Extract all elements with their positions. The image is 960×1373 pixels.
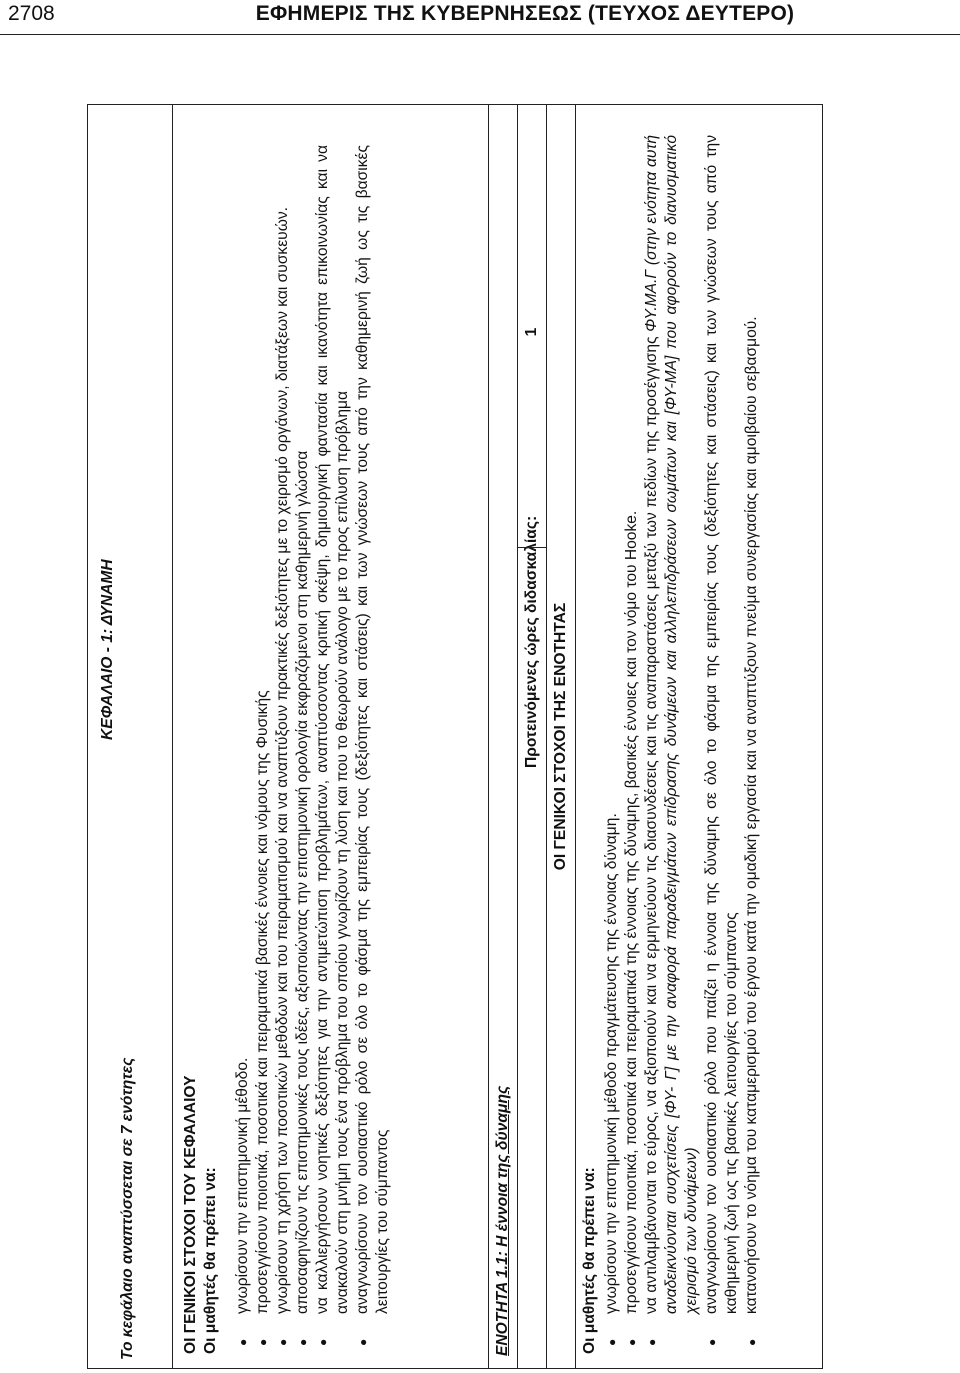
list-item (642, 135, 702, 1354)
list-item: ● αναγνωρίσουν τον ουσιαστικό ρόλο που παίζει η έννοια της δύναμης σε όλο το φάσμα της εμπειρίας τους (δεξιότητες και στάσεις) και των γνώσεων τους από την καθημερινή ζωή ως τις βασικές λειτουργίες του σύμπαντος (702, 135, 742, 1354)
list-item: ● προσεγγίσουν ποιοτικά, ποσοτικά και πειραματικά της έννοιας της δύναμης, βασικές έννοιες και τον νόμο του Hooke. (622, 135, 642, 1354)
chapter-goals-heading: ΟΙ ΓΕΝΙΚΟΙ ΣΤΟΧΟΙ ΤΟΥ ΚΕΦΑΛΑΙΟΥ (182, 1075, 199, 1354)
list-item-text: να αντιλαμβάνονται το εύρος, να αξιοποιούν και να ερμηνεύουν τις διασυνδέσεις και τις αναπαραστάσεις μεταξύ των πεδίων της προσέγγισης (643, 336, 660, 1314)
unit-goals-heading: ΟΙ ΓΕΝΙΚΟΙ ΣΤΟΧΟΙ ΤΗΣ ΕΝΟΤΗΤΑΣ (547, 105, 576, 1368)
page-number: 2708 (8, 2, 55, 25)
unit-goals-section (576, 105, 766, 1368)
chapter-intro-text: Το κεφάλαιο αναπτύσσεται σε 7 ενότητες (119, 1057, 136, 1360)
chapter-goals-intro: Οι μαθητές θα πρέπει να: (202, 1167, 219, 1354)
list-item: ● γνωρίσουν την επιστημονική μέθοδο. (233, 145, 253, 1354)
unit-goals-list (602, 135, 762, 1354)
hours-value: 1 (518, 117, 546, 548)
list-item: ● γνωρίσουν τη χρήση των ποσοτικών μεθόδων και του πειραματισμού και να αναπτύξουν πρακτικές δεξιότητες με το χειρισμό οργάνων, διατάξεων και συσκευών. (273, 145, 293, 1354)
chapter-title: ΚΕΦΑΛΑΙΟ - 1: ΔΥΝΑΜΗ (99, 559, 116, 740)
list-item: ● αποσαφηνίζουν τις επιστημονικές τους ιδέες, αξιοποιώντας την επιστημονική ορολογία εκφραζόμενοι στη καθημερινή γλώσσα (293, 145, 313, 1354)
hours-label: Προτεινόμενες ώρες διδασκαλίας: (523, 515, 540, 768)
chapter-header-row (88, 105, 173, 1368)
unit-goals-intro: Οι μαθητές θα πρέπει να: (581, 1167, 598, 1354)
list-item: ● κατανοήσουν το νόημα του καταμερισμού του έργου κατά την ομαδική εργασία και να αναπτύξουν πνεύμα συνεργασίας και αμοιβαίου σεβασμού. (742, 135, 762, 1354)
chapter-goals-list (233, 145, 393, 1354)
unit-title: ΕΝΟΤΗΤΑ 1.1: Η έννοια της δύναμης (489, 105, 518, 1368)
page-header (0, 0, 960, 35)
italic-note: ΦΥ.ΜΑ.Γ (στην ενότητα αυτή αναδεικνύονται συσχετίσεις [ΦΥ- Γ] με την αναφορά παραδειγμάτων επίδρασης δυνάμεων και αλληλεπιδράσεων σωμάτων και [ΦΥ-ΜΑ] που αφορούν το διανυσματικό χειρισμό των δυνάμεων) (643, 135, 700, 1314)
list-item: ● προσεγγίσουν ποιοτικά, ποσοτικά και πειραματικά βασικές έννοιες και νόμους της Φυσικής (253, 145, 273, 1354)
list-item: ● αναγνωρίσουν τον ουσιαστικό ρόλο σε όλο το φάσμα της εμπειρίας τους (δεξιότητες και στάσεις) και των γνώσεων τους από την καθημερινή ζωή ως τις βασικές λειτουργίες του σύμπαντος (353, 145, 393, 1354)
gazette-title: ΕΦΗΜΕΡΙΣ ΤΗΣ ΚΥΒΕΡΝΗΣΕΩΣ (ΤΕΥΧΟΣ ΔΕΥΤΕΡΟ) (255, 2, 795, 25)
hours-row (518, 105, 547, 1368)
chapter-goals-section (173, 105, 489, 1368)
curriculum-table (87, 104, 823, 1369)
rotated-content (88, 105, 822, 1368)
list-item: ● γνωρίσουν την επιστημονική μέθοδο πραγμάτευσης της έννοιας δύναμη. (602, 135, 622, 1354)
list-item: ● να καλλιεργήσουν νοητικές δεξιότητες για την αντιμετώπιση προβλημάτων, αναπτύσσοντας κριτική σκέψη, δημιουργική φαντασία και ικανότητα επικοινωνίας και να ανακαλούν στη μνήμη τους ένα πρόβλημα του οποίου γνωρίζουν τη λύση και που το θεωρούν ανάλογο με το προς επίλυση πρόβλημα (313, 145, 353, 1354)
